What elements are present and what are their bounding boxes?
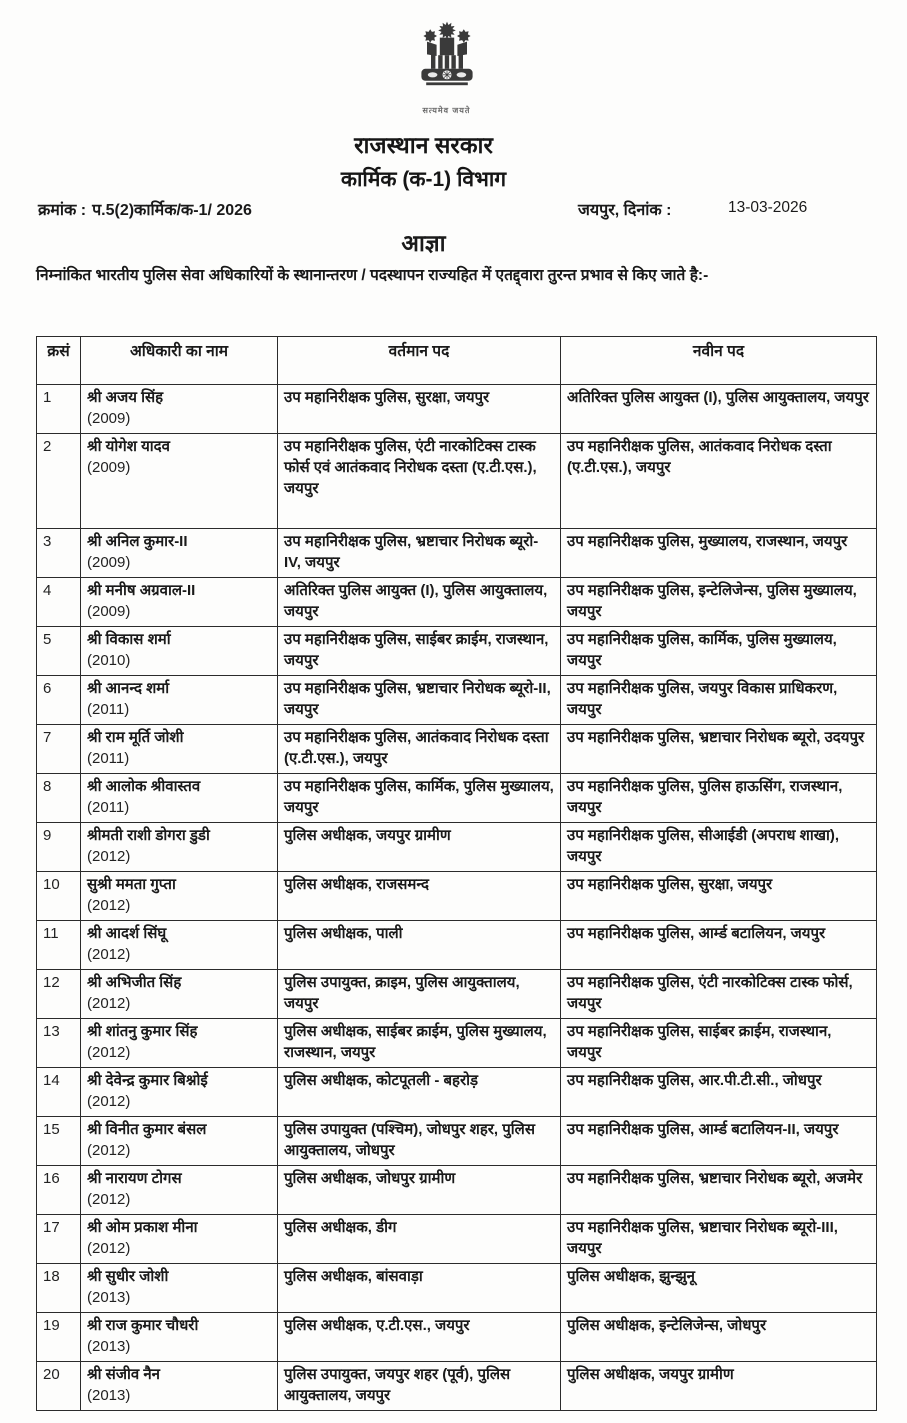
batch-year: (2013) xyxy=(87,1289,131,1306)
cell-new-post: उप महानिरीक्षक पुलिस, जयपुर विकास प्राधिकरण, जयपुर xyxy=(561,676,877,725)
cell-officer-name xyxy=(81,1215,278,1264)
cell-current-post: उप महानिरीक्षक पुलिस, एंटी नारकोटिक्स टास्क फोर्स एवं आतंकवाद निरोधक दस्ता (ए.टी.एस.), जयपुर xyxy=(278,434,561,529)
cell-current-post: पुलिस अधीक्षक, ए.टी.एस., जयपुर xyxy=(278,1313,561,1362)
cell-current-post: उप महानिरीक्षक पुलिस, भ्रष्टाचार निरोधक ब्यूरो-IV, जयपुर xyxy=(278,529,561,578)
batch-year: (2012) xyxy=(87,1142,131,1159)
officer-name: श्री राज कुमार चौधरी xyxy=(87,1317,199,1334)
table-row xyxy=(37,627,877,676)
officer-name: श्री विकास शर्मा xyxy=(87,631,171,648)
officer-name: श्री शांतनु कुमार सिंह xyxy=(87,1023,198,1040)
officer-name: श्री आनन्द शर्मा xyxy=(87,680,170,697)
transfer-table xyxy=(36,336,877,1411)
cell-officer-name xyxy=(81,970,278,1019)
table-row xyxy=(37,970,877,1019)
table-row xyxy=(37,529,877,578)
cell-officer-name xyxy=(81,1313,278,1362)
table-row xyxy=(37,725,877,774)
ashoka-emblem-icon xyxy=(407,16,487,104)
batch-year: (2010) xyxy=(87,652,131,669)
batch-year: (2012) xyxy=(87,1044,131,1061)
table-row xyxy=(37,1362,877,1411)
officer-name: सुश्री ममता गुप्ता xyxy=(87,876,176,893)
table-row xyxy=(37,1215,877,1264)
table-row xyxy=(37,1019,877,1068)
cell-officer-name xyxy=(81,921,278,970)
cell-current-post: पुलिस उपायुक्त, जयपुर शहर (पूर्व), पुलिस आयुक्तालय, जयपुर xyxy=(278,1362,561,1411)
cell-new-post: उप महानिरीक्षक पुलिस, भ्रष्टाचार निरोधक ब्यूरो, उदयपुर xyxy=(561,725,877,774)
cell-new-post: उप महानिरीक्षक पुलिस, कार्मिक, पुलिस मुख्यालय, जयपुर xyxy=(561,627,877,676)
cell-new-post: उप महानिरीक्षक पुलिस, इन्टेलिजेन्स, पुलिस मुख्यालय, जयपुर xyxy=(561,578,877,627)
batch-year: (2009) xyxy=(87,554,131,571)
cell-current-post: पुलिस अधीक्षक, जोधपुर ग्रामीण xyxy=(278,1166,561,1215)
department-title: कार्मिक (क-1) विभाग xyxy=(340,168,507,191)
cell-serial: 20 xyxy=(37,1362,81,1411)
cell-serial: 18 xyxy=(37,1264,81,1313)
cell-officer-name xyxy=(81,774,278,823)
cell-officer-name xyxy=(81,434,278,529)
cell-serial: 5 xyxy=(37,627,81,676)
cell-current-post: उप महानिरीक्षक पुलिस, सुरक्षा, जयपुर xyxy=(278,385,561,434)
government-title: राजस्थान सरकार xyxy=(354,132,493,158)
cell-new-post: पुलिस अधीक्षक, झुन्झुनू xyxy=(561,1264,877,1313)
cell-serial: 12 xyxy=(37,970,81,1019)
officer-name: श्री राम मूर्ति जोशी xyxy=(87,729,184,746)
batch-year: (2012) xyxy=(87,1240,131,1257)
batch-year: (2012) xyxy=(87,946,131,963)
table-row xyxy=(37,1313,877,1362)
officer-name: श्री विनीत कुमार बंसल xyxy=(87,1121,207,1138)
cell-officer-name xyxy=(81,1166,278,1215)
cell-new-post: उप महानिरीक्षक पुलिस, भ्रष्टाचार निरोधक ब्यूरो, अजमेर xyxy=(561,1166,877,1215)
batch-year: (2009) xyxy=(87,410,131,427)
cell-current-post: पुलिस अधीक्षक, डीग xyxy=(278,1215,561,1264)
officer-name: श्री नारायण टोगस xyxy=(87,1170,182,1187)
cell-officer-name xyxy=(81,725,278,774)
cell-current-post: पुलिस अधीक्षक, पाली xyxy=(278,921,561,970)
cell-serial: 8 xyxy=(37,774,81,823)
batch-year: (2009) xyxy=(87,459,131,476)
cell-new-post: अतिरिक्त पुलिस आयुक्त (I), पुलिस आयुक्तालय, जयपुर xyxy=(561,385,877,434)
batch-year: (2012) xyxy=(87,848,131,865)
table-row xyxy=(37,578,877,627)
cell-new-post: पुलिस अधीक्षक, जयपुर ग्रामीण xyxy=(561,1362,877,1411)
officer-name: श्री योगेश यादव xyxy=(87,438,170,455)
cell-new-post: उप महानिरीक्षक पुलिस, भ्रष्टाचार निरोधक ब्यूरो-III, जयपुर xyxy=(561,1215,877,1264)
cell-current-post: पुलिस अधीक्षक, जयपुर ग्रामीण xyxy=(278,823,561,872)
cell-current-post: उप महानिरीक्षक पुलिस, कार्मिक, पुलिस मुख्यालय, जयपुर xyxy=(278,774,561,823)
cell-officer-name xyxy=(81,872,278,921)
officer-name: श्री मनीष अग्रवाल-II xyxy=(87,582,196,599)
cell-serial: 17 xyxy=(37,1215,81,1264)
cell-officer-name xyxy=(81,1019,278,1068)
cell-new-post: उप महानिरीक्षक पुलिस, आर्म्ड बटालियन, जयपुर xyxy=(561,921,877,970)
cell-serial: 3 xyxy=(37,529,81,578)
table-row xyxy=(37,1068,877,1117)
cell-officer-name xyxy=(81,578,278,627)
reference-label: क्रमांक : xyxy=(38,202,87,219)
national-emblem xyxy=(0,16,893,116)
reference-row xyxy=(38,198,877,220)
table-row xyxy=(37,1264,877,1313)
batch-year: (2012) xyxy=(87,1093,131,1110)
table-row xyxy=(37,434,877,529)
cell-serial: 2 xyxy=(37,434,81,529)
cell-new-post: उप महानिरीक्षक पुलिस, पुलिस हाऊसिंग, राजस्थान, जयपुर xyxy=(561,774,877,823)
cell-officer-name xyxy=(81,385,278,434)
cell-officer-name xyxy=(81,627,278,676)
table-header-row xyxy=(37,337,877,385)
cell-new-post: उप महानिरीक्षक पुलिस, साईबर क्राईम, राजस्थान, जयपुर xyxy=(561,1019,877,1068)
cell-current-post: अतिरिक्त पुलिस आयुक्त (I), पुलिस आयुक्तालय, जयपुर xyxy=(278,578,561,627)
cell-officer-name xyxy=(81,823,278,872)
cell-current-post: उप महानिरीक्षक पुलिस, भ्रष्टाचार निरोधक ब्यूरो-II, जयपुर xyxy=(278,676,561,725)
order-description: निम्नांकित भारतीय पुलिस सेवा अधिकारियों के स्थानान्तरण / पदस्थापन राज्यहित में एतद्द्वारा तुरन्त प्रभाव से किए जाते है:- xyxy=(36,267,709,284)
cell-serial: 7 xyxy=(37,725,81,774)
cell-officer-name xyxy=(81,1362,278,1411)
batch-year: (2013) xyxy=(87,1338,131,1355)
officer-name: श्री अनिल कुमार-II xyxy=(87,533,188,550)
batch-year: (2011) xyxy=(87,701,130,718)
cell-current-post: पुलिस अधीक्षक, कोटपूतली - बहरोड़ xyxy=(278,1068,561,1117)
officer-name: श्री ओम प्रकाश मीना xyxy=(87,1219,198,1236)
reference-number: प.5(2)कार्मिक/क-1/ 2026 xyxy=(92,202,252,219)
cell-officer-name xyxy=(81,676,278,725)
cell-current-post: पुलिस उपायुक्त (पश्चिम), जोधपुर शहर, पुलिस आयुक्तालय, जोधपुर xyxy=(278,1117,561,1166)
header-serial: क्रसं xyxy=(37,337,81,385)
table-row xyxy=(37,385,877,434)
officer-name: श्री संजीव नैन xyxy=(87,1366,160,1383)
cell-serial: 13 xyxy=(37,1019,81,1068)
table-row xyxy=(37,823,877,872)
cell-new-post: उप महानिरीक्षक पुलिस, मुख्यालय, राजस्थान, जयपुर xyxy=(561,529,877,578)
cell-current-post: पुलिस उपायुक्त, क्राइम, पुलिस आयुक्तालय, जयपुर xyxy=(278,970,561,1019)
table-row xyxy=(37,774,877,823)
officer-name: श्री आदर्श सिंघू xyxy=(87,925,167,942)
cell-officer-name xyxy=(81,1117,278,1166)
officer-name: श्री सुधीर जोशी xyxy=(87,1268,169,1285)
header-officer-name: अधिकारी का नाम xyxy=(81,337,278,385)
table-row xyxy=(37,872,877,921)
table-row xyxy=(37,1166,877,1215)
table-row xyxy=(37,1117,877,1166)
cell-officer-name xyxy=(81,1068,278,1117)
cell-serial: 1 xyxy=(37,385,81,434)
batch-year: (2013) xyxy=(87,1387,131,1404)
cell-serial: 9 xyxy=(37,823,81,872)
cell-current-post: पुलिस अधीक्षक, बांसवाड़ा xyxy=(278,1264,561,1313)
cell-new-post: उप महानिरीक्षक पुलिस, आर.पी.टी.सी., जोधपुर xyxy=(561,1068,877,1117)
officer-name: श्री अजय सिंह xyxy=(87,389,164,406)
cell-officer-name xyxy=(81,1264,278,1313)
emblem-motto: सत्यमेव जयते xyxy=(422,106,471,115)
officer-name: श्रीमती राशी डोगरा डुडी xyxy=(87,827,210,844)
cell-new-post: उप महानिरीक्षक पुलिस, आतंकवाद निरोधक दस्ता (ए.टी.एस.), जयपुर xyxy=(561,434,877,529)
cell-new-post: उप महानिरीक्षक पुलिस, एंटी नारकोटिक्स टास्क फोर्स, जयपुर xyxy=(561,970,877,1019)
cell-new-post: उप महानिरीक्षक पुलिस, सुरक्षा, जयपुर xyxy=(561,872,877,921)
batch-year: (2009) xyxy=(87,603,131,620)
cell-serial: 4 xyxy=(37,578,81,627)
header-current-post: वर्तमान पद xyxy=(278,337,561,385)
cell-new-post: पुलिस अधीक्षक, इन्टेलिजेन्स, जोधपुर xyxy=(561,1313,877,1362)
table-row xyxy=(37,676,877,725)
officer-name: श्री आलोक श्रीवास्तव xyxy=(87,778,201,795)
table-row xyxy=(37,921,877,970)
batch-year: (2012) xyxy=(87,897,131,914)
cell-current-post: पुलिस अधीक्षक, राजसमन्द xyxy=(278,872,561,921)
cell-new-post: उप महानिरीक्षक पुलिस, आर्म्ड बटालियन-II, जयपुर xyxy=(561,1117,877,1166)
batch-year: (2012) xyxy=(87,995,131,1012)
batch-year: (2011) xyxy=(87,750,130,767)
cell-serial: 6 xyxy=(37,676,81,725)
batch-year: (2012) xyxy=(87,1191,131,1208)
header-new-post: नवीन पद xyxy=(561,337,877,385)
cell-serial: 19 xyxy=(37,1313,81,1362)
cell-current-post: पुलिस अधीक्षक, साईबर क्राईम, पुलिस मुख्यालय, राजस्थान, जयपुर xyxy=(278,1019,561,1068)
officer-name: श्री देवेन्द्र कुमार बिश्नोई xyxy=(87,1072,208,1089)
cell-new-post: उप महानिरीक्षक पुलिस, सीआईडी (अपराध शाखा), जयपुर xyxy=(561,823,877,872)
cell-current-post: उप महानिरीक्षक पुलिस, साईबर क्राईम, राजस्थान, जयपुर xyxy=(278,627,561,676)
cell-serial: 16 xyxy=(37,1166,81,1215)
place-date-label: जयपुर, दिनांक : xyxy=(578,202,672,219)
cell-serial: 11 xyxy=(37,921,81,970)
cell-serial: 15 xyxy=(37,1117,81,1166)
batch-year: (2011) xyxy=(87,799,130,816)
order-title: आज्ञा xyxy=(401,230,446,256)
cell-officer-name xyxy=(81,529,278,578)
cell-serial: 10 xyxy=(37,872,81,921)
order-date: 13-03-2026 xyxy=(728,199,808,216)
officer-name: श्री अभिजीत सिंह xyxy=(87,974,182,991)
cell-current-post: उप महानिरीक्षक पुलिस, आतंकवाद निरोधक दस्ता (ए.टी.एस.), जयपुर xyxy=(278,725,561,774)
cell-serial: 14 xyxy=(37,1068,81,1117)
